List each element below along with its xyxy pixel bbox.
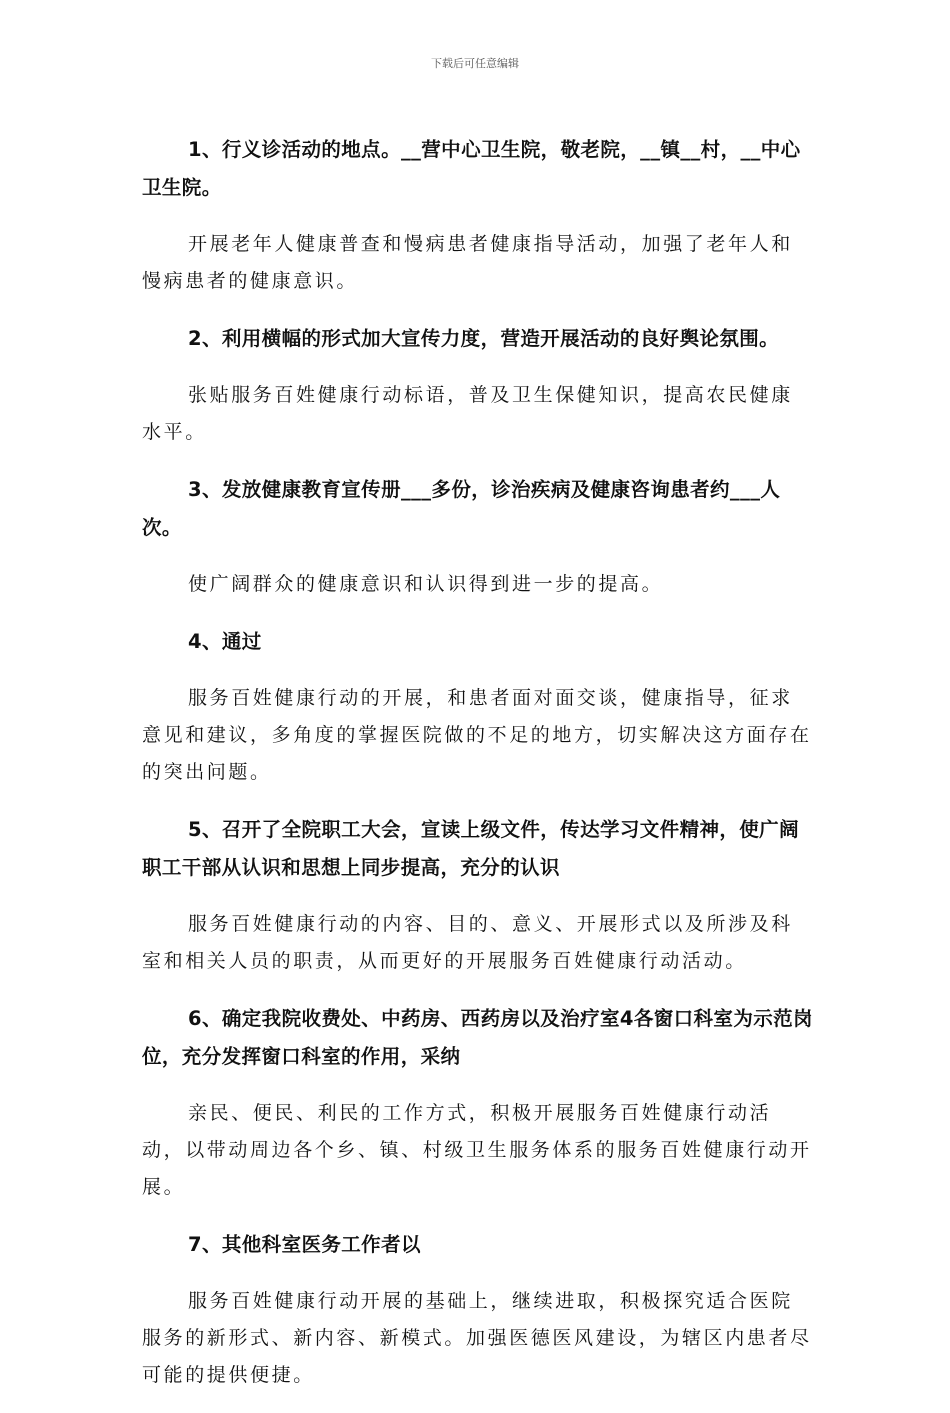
section-paragraph: 亲民、便民、利民的工作方式，积极开展服务百姓健康行动活动，以带动周边各个乡、镇、村级卫生服务体系的服务百姓健康行动开展。 (142, 1102, 812, 1198)
section-6 (142, 1000, 814, 1207)
section-heading: 3、发放健康教育宣传册___多份，诊治疾病及健康咨询患者约___人次。 (142, 477, 781, 539)
section-2 (142, 320, 814, 452)
section-paragraph: 张贴服务百姓健康行动标语，普及卫生保健知识，提高农民健康水平。 (142, 384, 793, 443)
section-paragraph: 使广阔群众的健康意识和认识得到进一步的提高。 (188, 573, 664, 595)
section-heading: 4、通过 (188, 629, 262, 653)
section-4 (142, 623, 814, 792)
section-7 (142, 1226, 814, 1395)
section-heading: 1、行义诊活动的地点。__营中心卫生院，敬老院，__镇__村，__中心卫生院。 (142, 137, 801, 199)
section-heading: 2、利用横幅的形式加大宣传力度，营造开展活动的良好舆论氛围。 (188, 326, 780, 350)
section-paragraph: 服务百姓健康行动的开展，和患者面对面交谈，健康指导，征求意见和建议，多角度的掌握医院做的不足的地方，切实解决这方面存在的突出问题。 (142, 687, 812, 783)
section-3 (142, 471, 814, 604)
section-paragraph: 服务百姓健康行动的内容、目的、意义、开展形式以及所涉及科室和相关人员的职责，从而更好的开展服务百姓健康行动活动。 (142, 913, 793, 972)
section-heading: 5、召开了全院职工大会，宣读上级文件，传达学习文件精神，使广阔职工干部从认识和思想上同步提高，充分的认识 (142, 817, 799, 879)
section-heading: 6、确定我院收费处、中药房、西药房以及治疗室4各窗口科室为示范岗位，充分发挥窗口科室的作用，采纳 (142, 1006, 813, 1068)
page-header: 下载后可任意编辑 (431, 57, 519, 70)
document-body (142, 111, 814, 1413)
section-paragraph: 服务百姓健康行动开展的基础上，继续进取，积极探究适合医院服务的新形式、新内容、新模式。加强医德医风建设，为辖区内患者尽可能的提供便捷。 (142, 1290, 812, 1386)
section-1 (142, 131, 814, 301)
section-heading: 7、其他科室医务工作者以 (188, 1232, 421, 1256)
section-5 (142, 811, 814, 981)
section-paragraph: 开展老年人健康普查和慢病患者健康指导活动，加强了老年人和慢病患者的健康意识。 (142, 233, 793, 292)
